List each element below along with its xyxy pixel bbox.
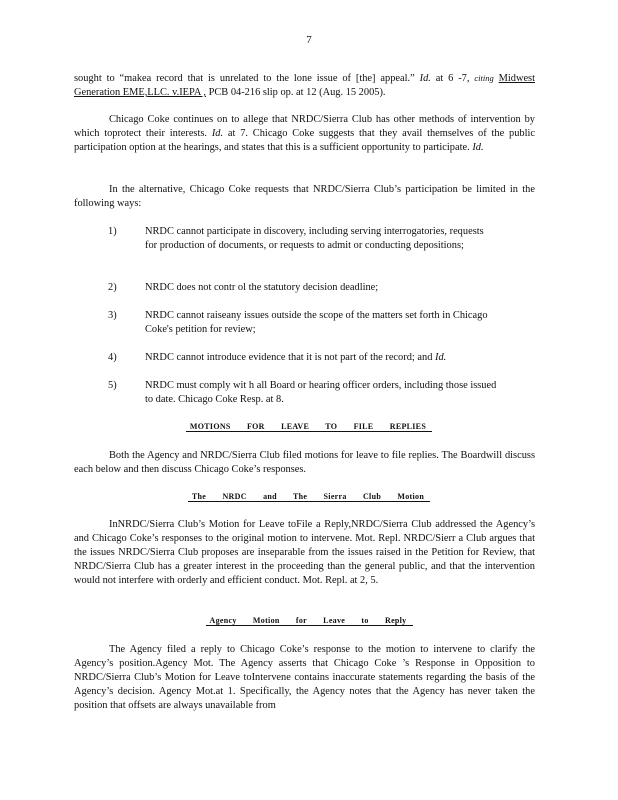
citation-signal: citing [474,73,494,83]
text-run: Chicago Coke continues on to allege that NRDC/Sierra Club has other methods of intervention by which toprotect their interests. [74,114,535,139]
text-run: The Agency filed a reply to Chicago Coke’s response to the motion to intervene to clarify the Agency’s position.Agency Mot. The Agency asserts that Chicago Coke ’s Response in Opposition to NRDC/Sierra Club’s Motion for Leave toIntervene contains inaccurate statements regarding the basis of the Agency’s decision. Agency Mot.at 1. Specifically, the Agency notes that the Agency has never taken the position that offsets are always unavailable from [74,644,535,711]
text-run: PCB 04-216 slip op. at 12 (Aug. 15 2005). [208,87,386,98]
list-number: 5) [108,380,117,391]
subsection-heading: Agency Motion for Leave to Reply [0,616,618,626]
list-number: 3) [108,310,117,321]
text-run: sought to “makea record that is unrelated to the lone issue of [the] appeal.” [74,73,415,84]
paragraph-replies [74,449,535,477]
citation-id: Id. [435,352,447,363]
page-number: 7 [306,34,312,46]
paragraph-continuation [74,71,535,100]
paragraph-agency-motion [74,643,535,713]
text-run: In the alternative, Chicago Coke requests that NRDC/Sierra Club’s participation be limited in the following ways: [74,184,535,209]
list-number: 2) [108,282,117,293]
text-run: NRDC cannot introduce evidence that it is not part of the record; and [145,352,433,363]
list-text: NRDC cannot participate in discovery, including serving interrogatories, requests for production of documents, or requests to admit or conducting depositions; [145,226,484,251]
list-text: NRDC must comply wit h all Board or hearing officer orders, including those issued to date. Chicago Coke Resp. at 8. [145,380,497,405]
list-text: NRDC cannot raiseany issues outside the scope of the matters set forth in Chicago Coke's petition for review; [145,310,488,335]
citation-id: Id. [211,128,224,139]
text-run: Both the Agency and NRDC/Sierra Club filed motions for leave to file replies. The Boardwill discuss each below and then discuss Chicago Coke’s responses. [74,450,535,475]
section-heading: MOTIONS FOR LEAVE TO FILE REPLIES [0,422,618,432]
case-name: Midwest Generation EME,LLC. v.IEPA , [74,73,535,98]
text-run: at 7. Chicago Coke suggests that they avail themselves of the public participation option at the hearings, and states that this is a sufficient opportunity to participate. [74,128,535,153]
paragraph-nrdc-motion [74,518,535,588]
subsection-heading: The NRDC and The Sierra Club Motion [0,492,618,502]
list-text [145,351,498,365]
text-run: at 6 -7, [435,73,470,84]
text-run: InNRDC/Sierra Club’s Motion for Leave toFile a Reply,NRDC/Sierra Club addressed the Agency’s and Chicago Coke’s responses to the original motion to intervene. Mot. Repl. NRDC/Sierr a Club argues that the issues NRDC/Sierra Club proposes are inseparable from the issues raised in the Petition for Review, that NRDC/Sierra Club has a greater interest in the proceeding than the general public, and that the intervention would not interfere with orderly and efficient conduct. Mot. Repl. at 2, 5. [74,519,535,586]
citation-id: Id. [472,142,484,153]
list-number: 4) [108,352,117,363]
paragraph-other-methods [74,113,535,155]
paragraph-alternative [74,183,535,211]
list-text: NRDC does not contr ol the statutory decision deadline; [145,282,379,293]
citation-id: Id. [419,73,431,84]
list-number: 1) [108,226,117,237]
